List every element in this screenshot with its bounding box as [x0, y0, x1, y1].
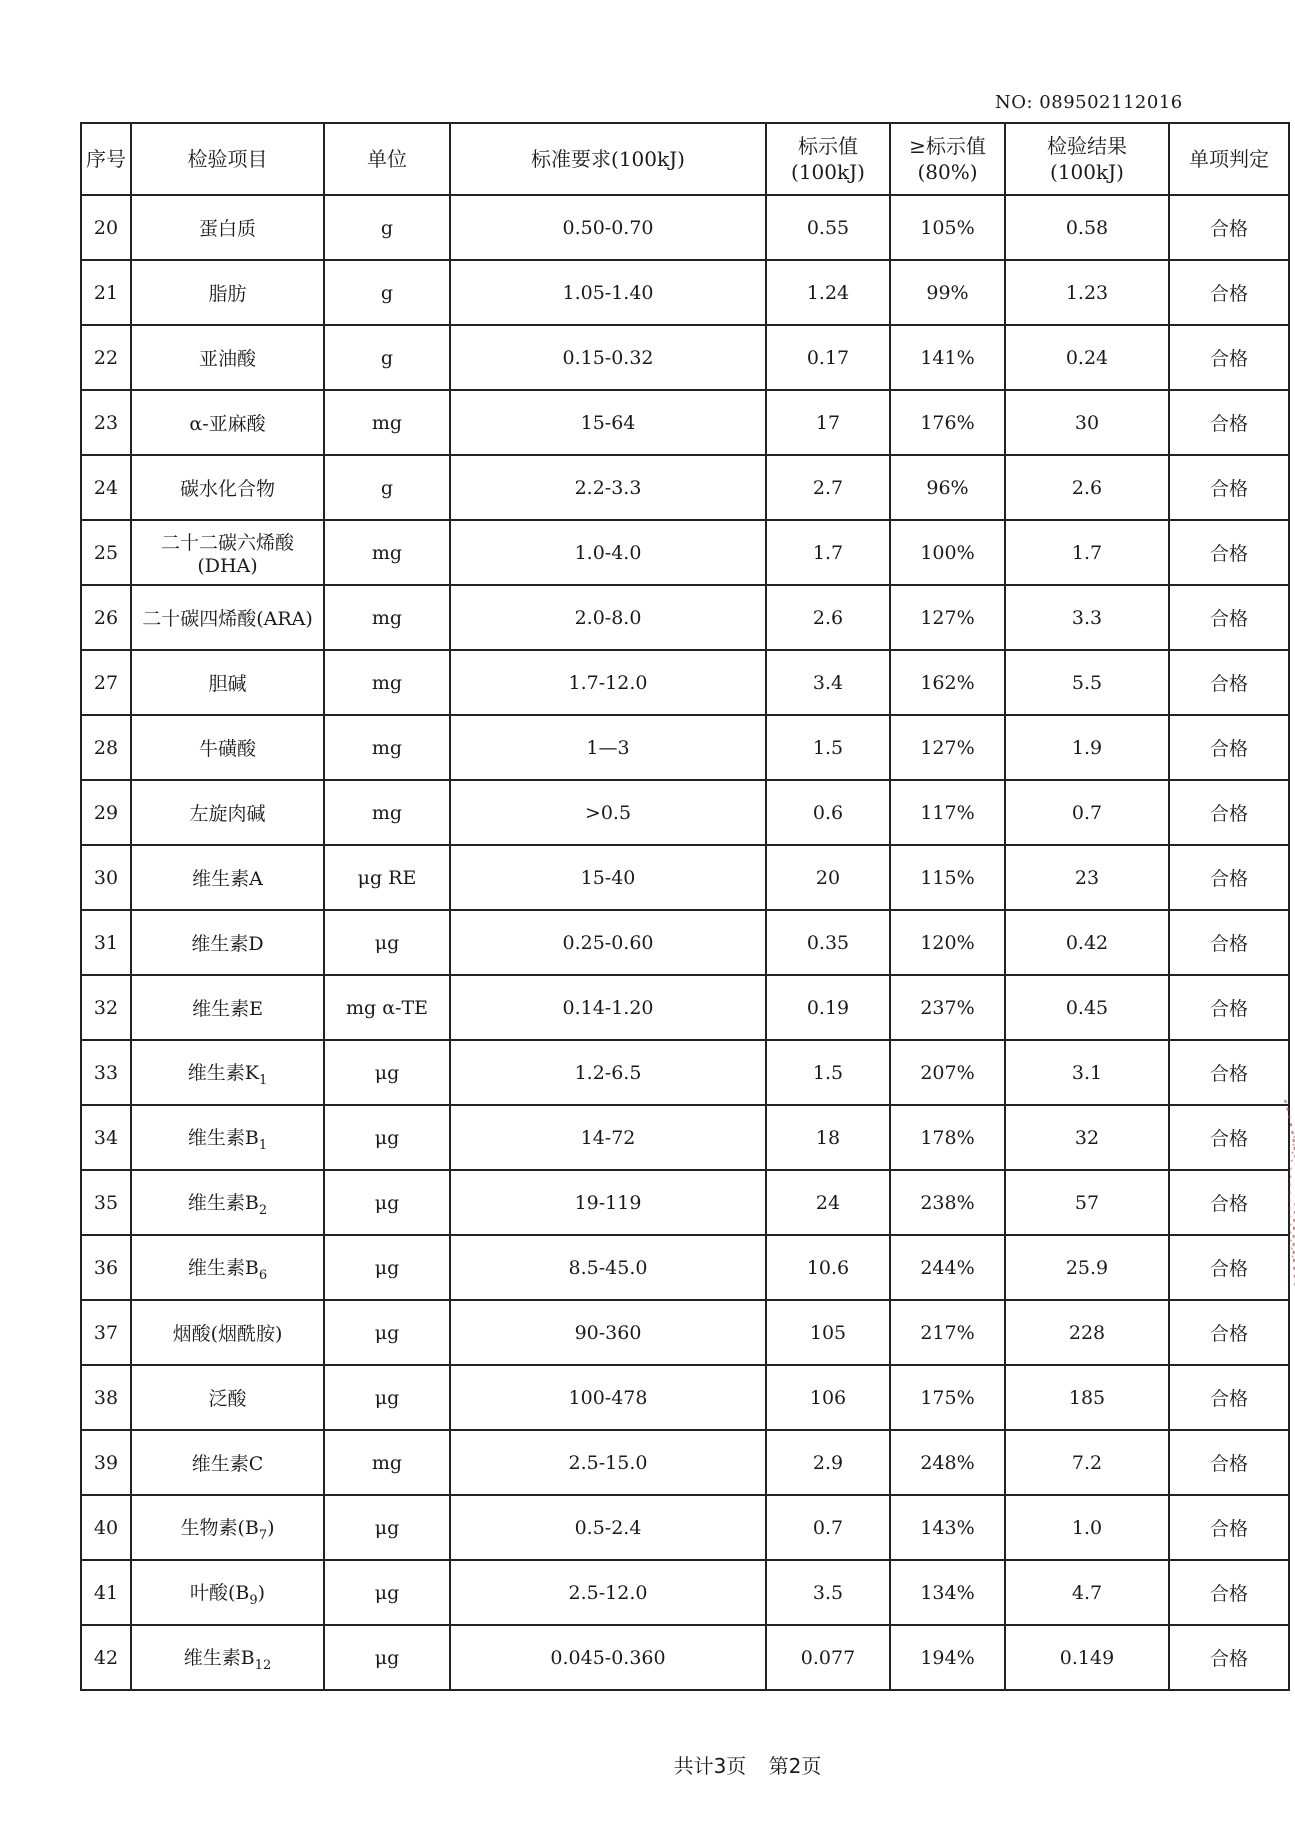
cell-seq: 38	[81, 1365, 131, 1430]
cell-item	[131, 1365, 324, 1430]
cell-standard: 0.045-0.360	[450, 1625, 766, 1690]
cell-result: 3.3	[1005, 585, 1169, 650]
cell-percent: 117%	[890, 780, 1005, 845]
cell-judgement: 合格	[1169, 1560, 1289, 1625]
cell-unit: μg	[324, 910, 450, 975]
item-name: 维生素B	[187, 1126, 259, 1149]
cell-judgement: 合格	[1169, 1625, 1289, 1690]
cell-judgement: 合格	[1169, 1170, 1289, 1235]
cell-label-value: 105	[766, 1300, 890, 1365]
cell-seq: 26	[81, 585, 131, 650]
header-item: 检验项目	[131, 123, 324, 195]
cell-unit: μg	[324, 1495, 450, 1560]
cell-standard: 8.5-45.0	[450, 1235, 766, 1300]
cell-judgement: 合格	[1169, 715, 1289, 780]
table-header-row	[81, 123, 1289, 195]
cell-result: 0.7	[1005, 780, 1169, 845]
cell-item	[131, 1430, 324, 1495]
cell-result: 0.58	[1005, 195, 1169, 260]
cell-result: 185	[1005, 1365, 1169, 1430]
header-standard: 标准要求(100kJ)	[450, 123, 766, 195]
table-row	[81, 455, 1289, 520]
header-label-value: 标示值 (100kJ)	[766, 123, 890, 195]
table-row	[81, 585, 1289, 650]
item-subscript: 12	[254, 1657, 272, 1673]
cell-label-value: 0.35	[766, 910, 890, 975]
cell-seq: 34	[81, 1105, 131, 1170]
cell-percent: 207%	[890, 1040, 1005, 1105]
cell-item	[131, 390, 324, 455]
header-seq: 序号	[81, 123, 131, 195]
cell-seq: 35	[81, 1170, 131, 1235]
item-name: 维生素E	[192, 998, 263, 1020]
cell-item	[131, 1560, 324, 1625]
table-row	[81, 1625, 1289, 1690]
cell-label-value: 1.7	[766, 520, 890, 585]
cell-judgement: 合格	[1169, 390, 1289, 455]
cell-label-value: 1.5	[766, 715, 890, 780]
cell-unit: μg	[324, 1365, 450, 1430]
cell-label-value: 10.6	[766, 1235, 890, 1300]
table-row	[81, 195, 1289, 260]
cell-item	[131, 585, 324, 650]
cell-item	[131, 975, 324, 1040]
cell-label-value: 20	[766, 845, 890, 910]
cell-label-value: 2.6	[766, 585, 890, 650]
cell-label-value: 0.55	[766, 195, 890, 260]
cell-result: 1.9	[1005, 715, 1169, 780]
cell-standard: 90-360	[450, 1300, 766, 1365]
table-row	[81, 325, 1289, 390]
item-name: 叶酸(B	[189, 1581, 250, 1604]
table-row	[81, 910, 1289, 975]
document-number: NO: 089502112016	[995, 92, 1183, 113]
table-row	[81, 1365, 1289, 1430]
cell-seq: 39	[81, 1430, 131, 1495]
cell-result: 30	[1005, 390, 1169, 455]
cell-result: 5.5	[1005, 650, 1169, 715]
item-subscript: 7	[258, 1527, 268, 1543]
cell-item	[131, 780, 324, 845]
cell-label-value: 18	[766, 1105, 890, 1170]
cell-result: 2.6	[1005, 455, 1169, 520]
cell-unit: g	[324, 195, 450, 260]
page-footer	[0, 1750, 1295, 1779]
item-name: 二十二碳六烯酸 (DHA)	[160, 532, 294, 577]
cell-standard: 0.15-0.32	[450, 325, 766, 390]
cell-result: 1.23	[1005, 260, 1169, 325]
item-name: 蛋白质	[198, 218, 256, 240]
cell-percent: 178%	[890, 1105, 1005, 1170]
item-subscript: 6	[258, 1267, 268, 1283]
cell-seq: 41	[81, 1560, 131, 1625]
cell-result: 7.2	[1005, 1430, 1169, 1495]
cell-judgement: 合格	[1169, 1105, 1289, 1170]
table-row	[81, 260, 1289, 325]
cell-label-value: 24	[766, 1170, 890, 1235]
item-name: 维生素A	[192, 868, 263, 890]
table-row	[81, 715, 1289, 780]
cell-judgement: 合格	[1169, 1365, 1289, 1430]
cell-judgement: 合格	[1169, 325, 1289, 390]
cell-percent: 244%	[890, 1235, 1005, 1300]
cell-percent: 127%	[890, 585, 1005, 650]
cell-standard: 19-119	[450, 1170, 766, 1235]
cell-standard: 2.5-12.0	[450, 1560, 766, 1625]
cell-percent: 99%	[890, 260, 1005, 325]
cell-label-value: 106	[766, 1365, 890, 1430]
table-row	[81, 1040, 1289, 1105]
cell-item	[131, 715, 324, 780]
cell-label-value: 17	[766, 390, 890, 455]
cell-percent: 176%	[890, 390, 1005, 455]
item-name: 维生素B	[187, 1256, 259, 1279]
cell-label-value: 1.5	[766, 1040, 890, 1105]
cell-percent: 134%	[890, 1560, 1005, 1625]
cell-label-value: 0.077	[766, 1625, 890, 1690]
table-row	[81, 390, 1289, 455]
cell-standard: 1.7-12.0	[450, 650, 766, 715]
item-name: 左旋肉碱	[189, 803, 266, 825]
cell-judgement: 合格	[1169, 195, 1289, 260]
cell-item	[131, 1040, 324, 1105]
cell-unit: mg	[324, 1430, 450, 1495]
cell-item	[131, 520, 324, 585]
table-row	[81, 1300, 1289, 1365]
table-row	[81, 1495, 1289, 1560]
cell-item	[131, 845, 324, 910]
cell-seq: 37	[81, 1300, 131, 1365]
cell-judgement: 合格	[1169, 585, 1289, 650]
cell-result: 57	[1005, 1170, 1169, 1235]
cell-label-value: 2.7	[766, 455, 890, 520]
cell-label-value: 0.17	[766, 325, 890, 390]
cell-seq: 27	[81, 650, 131, 715]
cell-unit: mg	[324, 650, 450, 715]
item-name: 碳水化合物	[179, 478, 275, 500]
cell-standard: 1.2-6.5	[450, 1040, 766, 1105]
cell-seq: 40	[81, 1495, 131, 1560]
cell-item	[131, 1170, 324, 1235]
cell-standard: 2.5-15.0	[450, 1430, 766, 1495]
item-name: 牛磺酸	[198, 738, 256, 760]
cell-standard: 2.0-8.0	[450, 585, 766, 650]
cell-item	[131, 1495, 324, 1560]
cell-judgement: 合格	[1169, 455, 1289, 520]
cell-seq: 36	[81, 1235, 131, 1300]
cell-unit: μg	[324, 1235, 450, 1300]
cell-unit: μg	[324, 1560, 450, 1625]
cell-percent: 143%	[890, 1495, 1005, 1560]
cell-unit: mg	[324, 390, 450, 455]
item-name: 烟酸(烟酰胺)	[172, 1323, 283, 1345]
cell-unit: mg	[324, 780, 450, 845]
cell-item	[131, 195, 324, 260]
cell-percent: 248%	[890, 1430, 1005, 1495]
cell-judgement: 合格	[1169, 1235, 1289, 1300]
cell-item	[131, 1105, 324, 1170]
table-row	[81, 650, 1289, 715]
cell-percent: 237%	[890, 975, 1005, 1040]
cell-percent: 141%	[890, 325, 1005, 390]
item-name: 维生素K	[187, 1061, 259, 1084]
cell-percent: 175%	[890, 1365, 1005, 1430]
cell-label-value: 2.9	[766, 1430, 890, 1495]
item-name: 泛酸	[208, 1388, 247, 1410]
cell-result: 0.149	[1005, 1625, 1169, 1690]
cell-seq: 33	[81, 1040, 131, 1105]
cell-standard: 1.05-1.40	[450, 260, 766, 325]
cell-seq: 32	[81, 975, 131, 1040]
item-name: 维生素B	[187, 1191, 259, 1214]
cell-judgement: 合格	[1169, 1495, 1289, 1560]
cell-seq: 23	[81, 390, 131, 455]
item-subscript: 2	[258, 1202, 268, 1218]
cell-label-value: 1.24	[766, 260, 890, 325]
cell-unit: g	[324, 455, 450, 520]
cell-standard: 2.2-3.3	[450, 455, 766, 520]
cell-judgement: 合格	[1169, 650, 1289, 715]
cell-label-value: 3.5	[766, 1560, 890, 1625]
cell-result: 228	[1005, 1300, 1169, 1365]
item-subscript: 1	[258, 1072, 268, 1088]
table-row	[81, 975, 1289, 1040]
cell-unit: mg α-TE	[324, 975, 450, 1040]
cell-unit: μg	[324, 1170, 450, 1235]
cell-standard: 14-72	[450, 1105, 766, 1170]
cell-percent: 115%	[890, 845, 1005, 910]
cell-standard: 0.25-0.60	[450, 910, 766, 975]
item-name: 维生素B	[183, 1646, 255, 1669]
cell-judgement: 合格	[1169, 910, 1289, 975]
cell-seq: 21	[81, 260, 131, 325]
header-result: 检验结果 (100kJ)	[1005, 123, 1169, 195]
footer-total-pages: 共计3页	[673, 1754, 747, 1778]
cell-label-value: 0.7	[766, 1495, 890, 1560]
cell-percent: 162%	[890, 650, 1005, 715]
cell-result: 1.7	[1005, 520, 1169, 585]
cell-item	[131, 455, 324, 520]
cell-unit: μg	[324, 1625, 450, 1690]
cell-result: 3.1	[1005, 1040, 1169, 1105]
table-row	[81, 1105, 1289, 1170]
item-name: 维生素C	[191, 1453, 264, 1475]
cell-unit: mg	[324, 585, 450, 650]
cell-percent: 120%	[890, 910, 1005, 975]
cell-standard: 1.0-4.0	[450, 520, 766, 585]
cell-percent: 194%	[890, 1625, 1005, 1690]
cell-unit: μg	[324, 1040, 450, 1105]
item-name: 维生素D	[191, 933, 264, 955]
cell-seq: 22	[81, 325, 131, 390]
cell-seq: 25	[81, 520, 131, 585]
cell-result: 0.24	[1005, 325, 1169, 390]
cell-item	[131, 650, 324, 715]
cell-percent: 105%	[890, 195, 1005, 260]
cell-judgement: 合格	[1169, 520, 1289, 585]
cell-item	[131, 1235, 324, 1300]
cell-item	[131, 1300, 324, 1365]
cell-percent: 127%	[890, 715, 1005, 780]
cell-judgement: 合格	[1169, 260, 1289, 325]
cell-judgement: 合格	[1169, 975, 1289, 1040]
cell-judgement: 合格	[1169, 780, 1289, 845]
cell-judgement: 合格	[1169, 1430, 1289, 1495]
item-subscript: 9	[249, 1592, 258, 1608]
cell-result: 0.42	[1005, 910, 1169, 975]
cell-result: 1.0	[1005, 1495, 1169, 1560]
header-unit: 单位	[324, 123, 450, 195]
cell-standard: 0.50-0.70	[450, 195, 766, 260]
header-percent: ≥标示值 (80%)	[890, 123, 1005, 195]
cell-result: 4.7	[1005, 1560, 1169, 1625]
cell-judgement: 合格	[1169, 845, 1289, 910]
cell-item	[131, 325, 324, 390]
table-row	[81, 1235, 1289, 1300]
cell-seq: 31	[81, 910, 131, 975]
cell-percent: 96%	[890, 455, 1005, 520]
cell-result: 23	[1005, 845, 1169, 910]
table-row	[81, 845, 1289, 910]
cell-judgement: 合格	[1169, 1300, 1289, 1365]
inspection-table	[80, 122, 1290, 1691]
item-suffix: )	[267, 1516, 275, 1539]
item-name: 生物素(B	[180, 1516, 259, 1539]
table-row	[81, 1560, 1289, 1625]
table-row	[81, 1170, 1289, 1235]
cell-percent: 238%	[890, 1170, 1005, 1235]
cell-item	[131, 260, 324, 325]
cell-result: 25.9	[1005, 1235, 1169, 1300]
cell-unit: g	[324, 260, 450, 325]
cell-standard: 15-40	[450, 845, 766, 910]
cell-seq: 29	[81, 780, 131, 845]
item-name: 脂肪	[208, 283, 247, 305]
cell-result: 32	[1005, 1105, 1169, 1170]
cell-label-value: 0.6	[766, 780, 890, 845]
cell-seq: 42	[81, 1625, 131, 1690]
cell-percent: 217%	[890, 1300, 1005, 1365]
cell-unit: mg	[324, 715, 450, 780]
cell-unit: μg	[324, 1105, 450, 1170]
item-subscript: 1	[258, 1137, 268, 1153]
cell-standard: 0.5-2.4	[450, 1495, 766, 1560]
cell-label-value: 3.4	[766, 650, 890, 715]
cell-unit: μg	[324, 1300, 450, 1365]
item-suffix: )	[257, 1581, 266, 1604]
table-row	[81, 1430, 1289, 1495]
cell-item	[131, 1625, 324, 1690]
cell-unit: mg	[324, 520, 450, 585]
cell-unit: μg RE	[324, 845, 450, 910]
cell-seq: 28	[81, 715, 131, 780]
item-name: 二十碳四烯酸(ARA)	[142, 608, 313, 630]
cell-item	[131, 910, 324, 975]
cell-label-value: 0.19	[766, 975, 890, 1040]
table-row	[81, 520, 1289, 585]
cell-seq: 24	[81, 455, 131, 520]
header-judgement: 单项判定	[1169, 123, 1289, 195]
footer-current-page: 第2页	[768, 1754, 822, 1778]
cell-seq: 30	[81, 845, 131, 910]
cell-judgement: 合格	[1169, 1040, 1289, 1105]
item-name: α-亚麻酸	[189, 413, 266, 435]
cell-standard: >0.5	[450, 780, 766, 845]
cell-standard: 15-64	[450, 390, 766, 455]
table-row	[81, 780, 1289, 845]
cell-standard: 0.14-1.20	[450, 975, 766, 1040]
cell-unit: g	[324, 325, 450, 390]
cell-result: 0.45	[1005, 975, 1169, 1040]
cell-percent: 100%	[890, 520, 1005, 585]
cell-standard: 100-478	[450, 1365, 766, 1430]
item-name: 亚油酸	[198, 348, 256, 370]
item-name: 胆碱	[208, 673, 247, 695]
cell-standard: 1—3	[450, 715, 766, 780]
red-stamp-fragment	[1245, 1090, 1295, 1350]
cell-seq: 20	[81, 195, 131, 260]
